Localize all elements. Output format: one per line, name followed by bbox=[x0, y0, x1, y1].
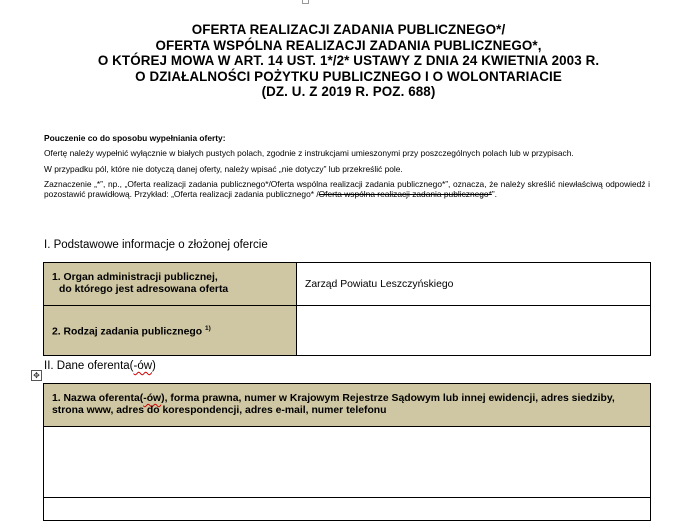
instructions-line-3 bbox=[44, 180, 650, 199]
offerer-name-value-field[interactable] bbox=[44, 427, 651, 498]
instructions-line-2: W przypadku pól, które nie dotyczą danej oferty, należy wpisać „nie dotyczy” lub przekreślić pole. bbox=[44, 164, 403, 174]
organ-value-field[interactable] bbox=[297, 263, 651, 306]
task-type-label: 2. Rodzaj zadania publicznego bbox=[52, 326, 203, 338]
offerer-data-table bbox=[43, 383, 651, 521]
title-line-3: O KTÓREJ MOWA W ART. 14 UST. 1*/2* USTAWY Z DNIA 24 KWIETNIA 2003 R. bbox=[97, 53, 600, 68]
section-2-heading-end: ) bbox=[152, 360, 156, 372]
page-top-marker bbox=[302, 0, 309, 4]
offerer-name-label-start: 1. Nazwa oferenta( bbox=[52, 393, 144, 404]
offerer-name-label-cell bbox=[44, 384, 651, 427]
document-title bbox=[0, 22, 697, 100]
organ-label-line-2: do którego jest adresowana oferta bbox=[59, 284, 229, 295]
footnote-ref: 1) bbox=[205, 324, 211, 332]
basic-info-table bbox=[43, 262, 651, 356]
title-line-5: (DZ. U. Z 2019 R. POZ. 688) bbox=[261, 84, 436, 99]
table-row bbox=[44, 306, 651, 356]
instructions-line-1: Ofertę należy wypełnić wyłącznie w białych pustych polach, zgodnie z instrukcjami umieszonymi przy poszczególnych polach lub w przypisach. bbox=[44, 148, 574, 158]
organ-label-line-1: 1. Organ administracji publicznej, bbox=[52, 272, 218, 283]
organ-label-cell bbox=[44, 263, 297, 306]
spellcheck-underline-heading: -ów bbox=[133, 360, 153, 372]
spellcheck-underline-label: -ów bbox=[143, 393, 162, 404]
instructions-line-3-text: Zaznaczenie „*”, np., „Oferta realizacji zadania publicznego*/Oferta wspólna realizacji zadania publicznego*”, oznacza, że należy skreślić niewłaściwą odpowiedź i pozostawić prawidłową. Przykład: „Oferta realizacji zadania publicznego* / bbox=[44, 179, 650, 199]
table-row bbox=[44, 427, 651, 498]
instructions-line-3-end: ”. bbox=[491, 188, 497, 199]
instructions-strike-example: Oferta wspólna realizacji zadania publicznego* bbox=[318, 188, 492, 199]
title-line-1: OFERTA REALIZACJI ZADANIA PUBLICZNEGO*/ bbox=[191, 22, 506, 37]
instructions-heading: Pouczenie co do sposobu wypełniania oferty: bbox=[44, 133, 226, 143]
offerer-name-label-rest: ), forma prawna, numer w Krajowym Rejestrze Sądowym lub innej ewidencji, adres siedziby, strona www, adres do korespondencji, adres e-mail, numer telefonu bbox=[52, 393, 615, 416]
title-line-4: O DZIAŁALNOŚCI POŻYTKU PUBLICZNEGO I O WOLONTARIACIE bbox=[135, 68, 562, 84]
title-line-2: OFERTA WSPÓLNA REALIZACJI ZADANIA PUBLICZNEGO*, bbox=[155, 37, 542, 53]
table-row bbox=[44, 384, 651, 427]
move-handle-icon[interactable]: ✥ bbox=[31, 370, 42, 381]
next-row-field[interactable] bbox=[44, 498, 651, 521]
section-2-heading bbox=[44, 360, 156, 372]
task-type-value-field[interactable] bbox=[297, 306, 651, 356]
table-row bbox=[44, 263, 651, 306]
table-row bbox=[44, 498, 651, 521]
section-1-heading: I. Podstawowe informacje o złożonej ofercie bbox=[44, 239, 268, 251]
instructions-block bbox=[44, 133, 650, 199]
task-type-label-cell bbox=[44, 306, 297, 356]
organ-value-text: Zarząd Powiatu Leszczyńskiego bbox=[305, 278, 454, 290]
section-2-heading-text: II. Dane oferenta( bbox=[44, 360, 134, 372]
